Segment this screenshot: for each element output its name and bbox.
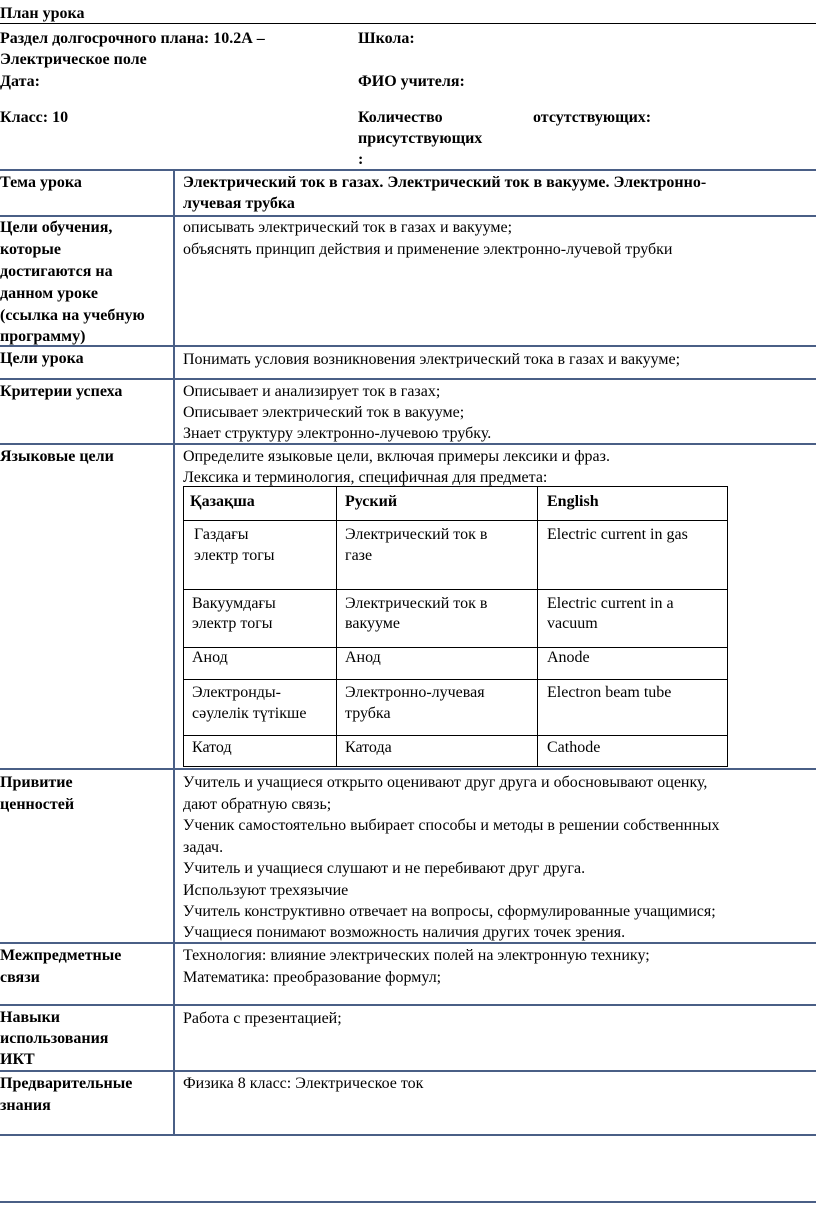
vocab-header-english: English bbox=[547, 493, 599, 510]
intersubject-line: Математика: преобразование формул; bbox=[183, 969, 442, 986]
section-name: Электрическое поле bbox=[0, 51, 147, 68]
lesson-goals-line: Понимать условия возникновения электрический тока в газах и вакууме; bbox=[183, 351, 681, 368]
ict-label: Навыки bbox=[0, 1009, 61, 1026]
vocab-header-russian: Руский bbox=[345, 493, 398, 510]
values-line: Учитель и учащиеся слушают и не перебивают друг друга. bbox=[183, 860, 586, 877]
section-label: Раздел долгосрочного плана: 10.2А – bbox=[0, 30, 265, 47]
count-label: Количество bbox=[358, 109, 443, 126]
ict-label: ИКТ bbox=[0, 1051, 35, 1068]
language-line: Определите языковые цели, включая примеры лексики и фраз. bbox=[183, 448, 610, 465]
document-title: План урока bbox=[0, 5, 85, 22]
vocab-cell: сәулелік түтікше bbox=[192, 705, 307, 722]
vocab-cell: Вакуумдағы bbox=[192, 595, 276, 612]
values-line: Учитель и учащиеся открыто оценивают друг друга и обосновывают оценку, bbox=[183, 774, 708, 791]
intersubject-label: Межпредметные bbox=[0, 947, 122, 964]
vocab-row-divider bbox=[184, 589, 727, 590]
vocab-cell: Electric current in gas bbox=[547, 526, 688, 543]
vocab-row-divider bbox=[184, 679, 727, 680]
vocab-cell: Электрический ток в bbox=[345, 595, 488, 612]
values-line: задач. bbox=[183, 839, 224, 856]
vocab-header-kazakh: Қазақша bbox=[190, 493, 255, 510]
vocab-cell: Электронно-лучевая bbox=[345, 684, 485, 701]
school-label: Школа: bbox=[358, 30, 415, 47]
values-line: Учитель конструктивно отвечает на вопросы, сформулированные учащимися; bbox=[183, 903, 716, 920]
vocab-col-divider bbox=[336, 487, 337, 766]
goals-line: объяснять принцип действия и применение электронно-лучевой трубки bbox=[183, 241, 673, 258]
values-line: Используют трехязычие bbox=[183, 882, 349, 899]
ict-label: использования bbox=[0, 1030, 109, 1047]
values-label: Привитие bbox=[0, 774, 73, 791]
values-line: дают обратную связь; bbox=[183, 796, 332, 813]
language-label: Языковые цели bbox=[0, 448, 114, 465]
vocab-cell: Anode bbox=[547, 649, 590, 666]
row-border bbox=[0, 1004, 816, 1006]
goals-label: данном уроке bbox=[0, 285, 98, 302]
values-label: ценностей bbox=[0, 796, 75, 813]
vocab-cell: Электронды- bbox=[192, 684, 281, 701]
row-border bbox=[0, 169, 816, 171]
intersubject-line: Технология: влияние электрических полей на электронную технику; bbox=[183, 947, 650, 964]
topic-label: Тема урока bbox=[0, 174, 82, 191]
criteria-label: Критерии успеха bbox=[0, 383, 123, 400]
goals-label: программу) bbox=[0, 328, 86, 345]
present-colon: : bbox=[358, 151, 364, 168]
prior-label: Предварительные bbox=[0, 1075, 133, 1092]
vocab-cell: газе bbox=[345, 547, 373, 564]
values-line: Ученик самостоятельно выбирает способы и методы в решении собственнных bbox=[183, 817, 720, 834]
vocabulary-table bbox=[183, 486, 728, 767]
vocab-row-divider bbox=[184, 735, 727, 736]
vocab-cell: Газдағы bbox=[194, 526, 249, 543]
absent-label: отсутствующих: bbox=[533, 109, 652, 126]
vocab-cell: Анод bbox=[345, 649, 381, 666]
vocab-cell: Electron beam tube bbox=[547, 684, 672, 701]
vocab-cell: Электрический ток в bbox=[345, 526, 488, 543]
class-label: Класс: 10 bbox=[0, 109, 69, 126]
topic-line: лучевая трубка bbox=[183, 195, 295, 212]
vocab-cell: vacuum bbox=[547, 615, 598, 632]
prior-label: знания bbox=[0, 1097, 51, 1114]
lesson-goals-label: Цели урока bbox=[0, 350, 84, 367]
goals-label: которые bbox=[0, 241, 61, 258]
date-label: Дата: bbox=[0, 73, 40, 90]
row-border bbox=[0, 768, 816, 770]
language-line: Лексика и терминология, специфичная для предмета: bbox=[183, 469, 548, 486]
goals-label: Цели обучения, bbox=[0, 219, 113, 236]
vocab-col-divider bbox=[537, 487, 538, 766]
goals-label: (ссылка на учебную bbox=[0, 307, 145, 324]
criteria-line: Знает структуру электронно-лучевою трубку. bbox=[183, 425, 492, 442]
goals-line: описывать электрический ток в газах и вакууме; bbox=[183, 219, 513, 236]
vocab-cell: Катод bbox=[192, 739, 232, 756]
criteria-line: Описывает электрический ток в вакууме; bbox=[183, 404, 465, 421]
teacher-label: ФИО учителя: bbox=[358, 73, 465, 90]
column-divider bbox=[173, 169, 175, 1135]
intersubject-label: связи bbox=[0, 969, 40, 986]
present-label: присутствующих bbox=[358, 130, 483, 147]
vocab-cell: электр тогы bbox=[192, 615, 273, 632]
vocab-row-divider bbox=[184, 520, 727, 521]
page-bottom-border bbox=[0, 1201, 816, 1203]
goals-label: достигаются на bbox=[0, 263, 113, 280]
vocab-cell: Electric current in a bbox=[547, 595, 674, 612]
topic-line: Электрический ток в газах. Электрический ток в вакууме. Электронно- bbox=[183, 174, 707, 191]
vocab-cell: электр тогы bbox=[194, 547, 275, 564]
vocab-cell: Анод bbox=[192, 649, 228, 666]
vocab-cell: Cathode bbox=[547, 739, 601, 756]
values-line: Учащиеся понимают возможность наличия других точек зрения. bbox=[183, 924, 626, 941]
title-underline bbox=[0, 23, 816, 24]
vocab-cell: Катода bbox=[345, 739, 392, 756]
ict-line: Работа с презентацией; bbox=[183, 1010, 342, 1027]
row-border bbox=[0, 378, 816, 380]
row-border bbox=[0, 1134, 816, 1136]
prior-line: Физика 8 класс: Электрическое ток bbox=[183, 1075, 424, 1092]
vocab-row-divider bbox=[184, 647, 727, 648]
vocab-cell: трубка bbox=[345, 705, 391, 722]
criteria-line: Описывает и анализирует ток в газах; bbox=[183, 383, 441, 400]
vocab-cell: вакууме bbox=[345, 615, 401, 632]
